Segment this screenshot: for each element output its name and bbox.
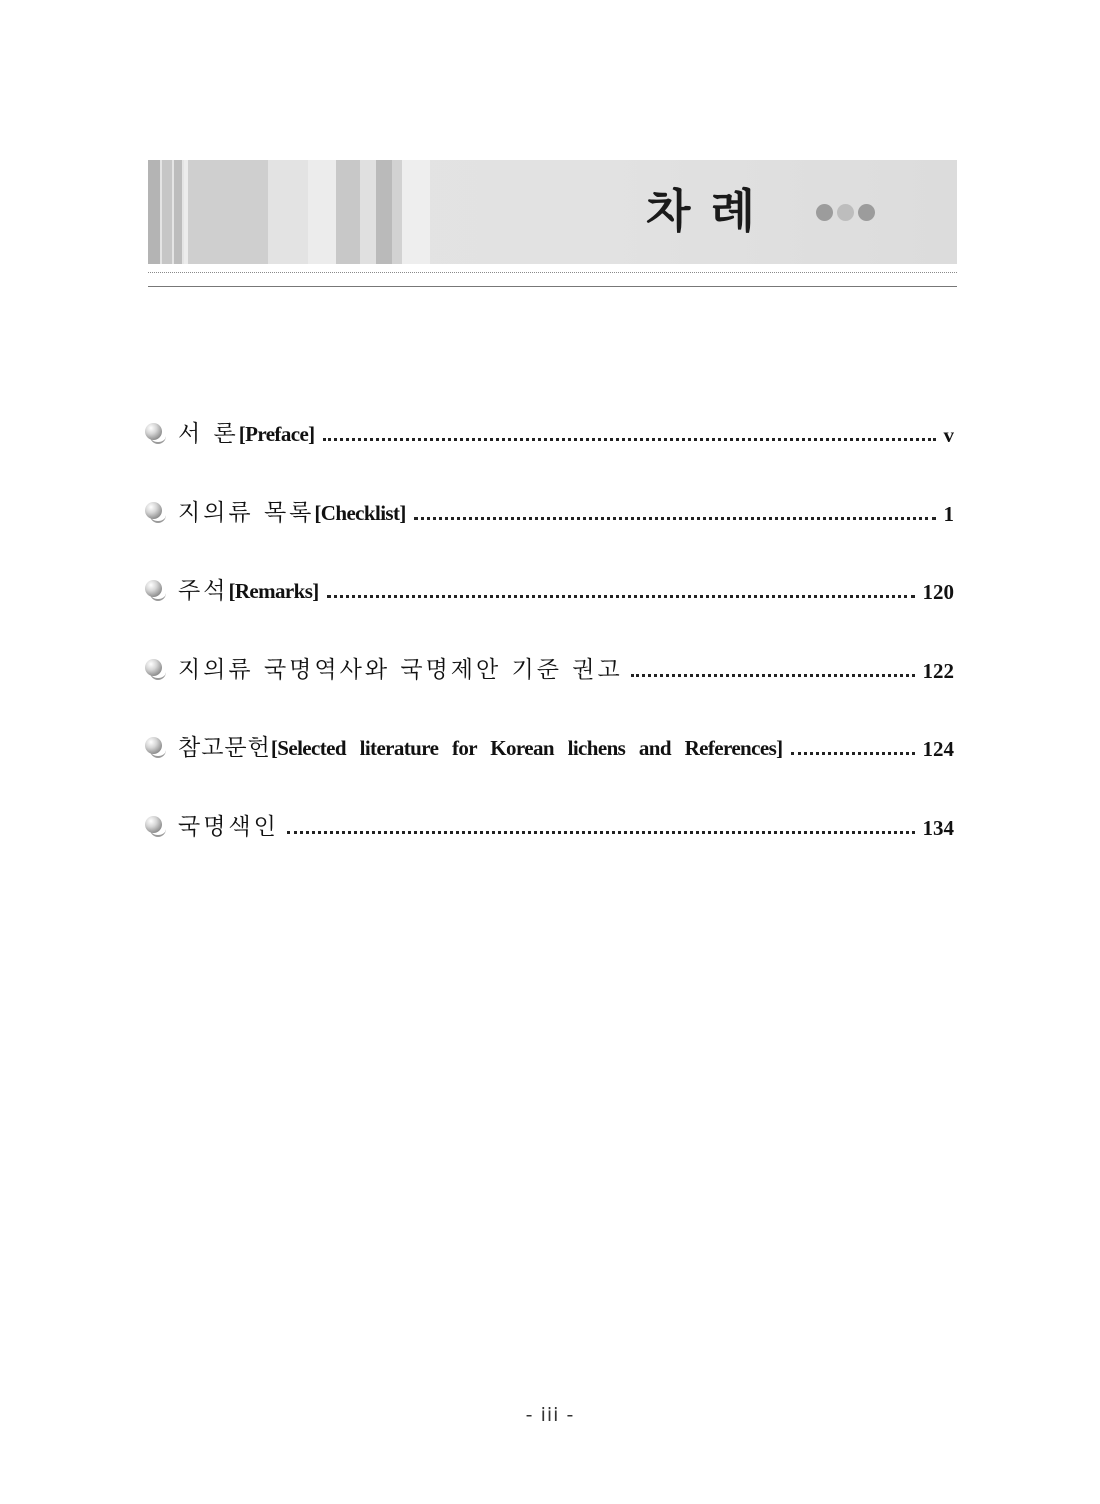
toc-title-korean: 서 론: [178, 421, 239, 447]
sphere-bullet-icon: [144, 736, 166, 758]
toc-entry-title: [178, 498, 406, 529]
toc-entry-title: [178, 655, 623, 686]
header-stripe: [148, 160, 160, 264]
toc-title-korean: 참고문헌: [178, 735, 271, 761]
page-title: 차 례: [646, 184, 757, 238]
header-stripe: [162, 160, 172, 264]
toc-entry-title: [178, 812, 279, 843]
toc-page-number: 124: [922, 737, 954, 761]
toc-entry-references[interactable]: [144, 720, 954, 799]
toc-entry-title: [178, 733, 783, 764]
toc-page-number: 122: [922, 658, 954, 683]
toc-entry-title: [178, 576, 319, 607]
header-stripe: [360, 160, 376, 264]
sphere-bullet-icon: [144, 815, 166, 837]
toc-title-korean: 지의류 목록: [178, 499, 315, 526]
dotted-divider: [148, 272, 957, 273]
sphere-bullet-icon: [144, 422, 166, 444]
toc-entry-remarks[interactable]: [144, 563, 954, 642]
dot-leader: [323, 438, 936, 441]
dot-icon: [858, 204, 875, 221]
sphere-bullet-icon: [144, 501, 166, 523]
table-of-contents: [144, 406, 954, 877]
toc-title-korean: 국명색인: [178, 813, 279, 840]
toc-title-korean: 주석: [178, 578, 229, 604]
toc-title-korean: 지의류 국명역사와 국명제안 기준 권고: [178, 656, 623, 683]
page-number-footer: - iii -: [525, 1404, 575, 1426]
header-stripe: [268, 160, 308, 264]
toc-title-english: [Selected literature for Korean lichens and References]: [270, 736, 783, 760]
header-stripe: [336, 160, 360, 264]
header-stripe: [308, 160, 336, 264]
dot-leader: [327, 595, 915, 598]
solid-divider: [148, 286, 957, 287]
dot-icon: [816, 204, 833, 221]
toc-page-number: v: [943, 423, 954, 447]
dot-icon: [837, 204, 854, 221]
dot-leader: [414, 517, 936, 520]
header-stripe: [376, 160, 392, 264]
toc-title-english: [Preface]: [238, 422, 315, 446]
toc-entry-checklist[interactable]: [144, 485, 954, 564]
toc-entry-preface[interactable]: [144, 406, 954, 485]
dot-leader: [631, 674, 915, 677]
toc-page-number: 1: [943, 501, 954, 526]
dot-leader: [791, 752, 915, 755]
header-stripe: [402, 160, 430, 264]
toc-title-english: [Remarks]: [228, 579, 319, 603]
title-dots: [816, 204, 875, 221]
toc-title-english: [Checklist]: [314, 500, 406, 525]
header-stripe: [392, 160, 402, 264]
toc-page-number: 120: [922, 580, 954, 604]
sphere-bullet-icon: [144, 658, 166, 680]
toc-entry-naming-history[interactable]: [144, 642, 954, 721]
header-stripe: [174, 160, 182, 264]
sphere-bullet-icon: [144, 579, 166, 601]
header-stripe: [188, 160, 268, 264]
toc-entry-title: [178, 419, 315, 450]
toc-page-number: 134: [922, 815, 954, 840]
dot-leader: [287, 831, 915, 834]
toc-entry-index[interactable]: [144, 799, 954, 878]
